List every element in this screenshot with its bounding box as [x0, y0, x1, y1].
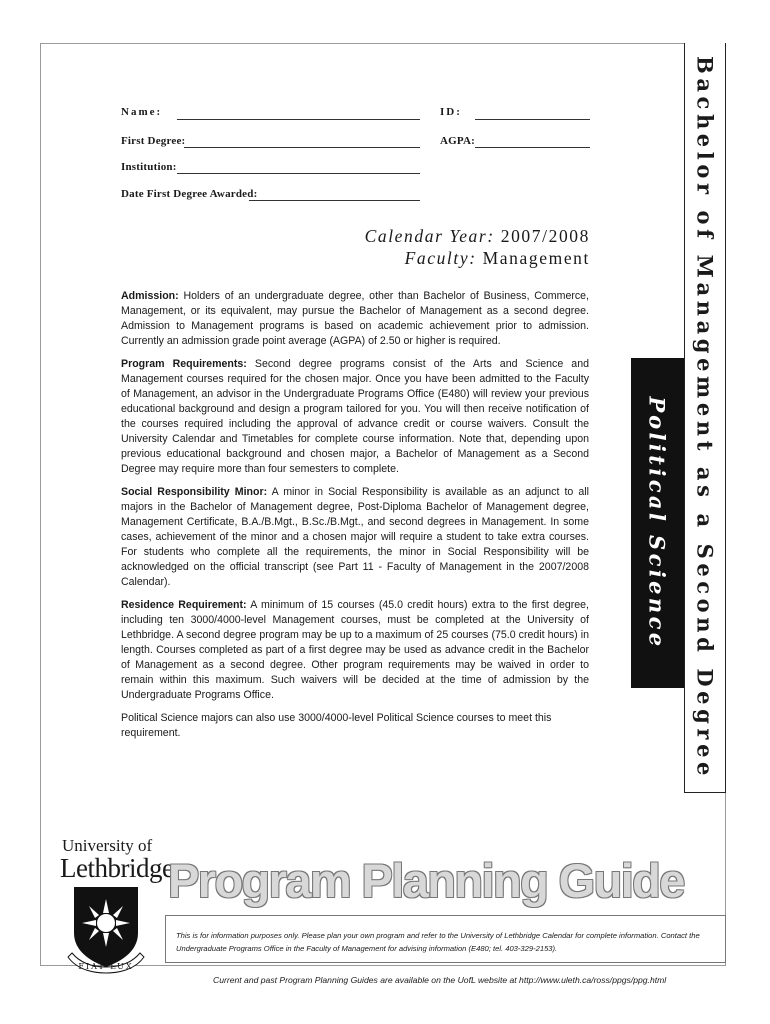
- program-body: [121, 289, 589, 749]
- agpa-label: AGPA:: [440, 135, 476, 147]
- admission-title: Admission:: [121, 290, 179, 302]
- date-awarded-label: Date First Degree Awarded:: [121, 188, 258, 200]
- faculty-value: Management: [482, 248, 590, 268]
- faculty-label: Faculty:: [404, 248, 477, 268]
- admission-section: [121, 289, 589, 349]
- program-requirements-title: Program Requirements:: [121, 358, 247, 370]
- social-minor-section: [121, 485, 589, 590]
- disclaimer-text: This is for information purposes only. Please plan your own program and refer to the University of Lethbridge Calendar for complete information. Contact the Undergraduate Programs Office in the Faculty of Management for advising information (E480; tel. 403-329-2153).: [176, 931, 700, 953]
- institution-label: Institution:: [121, 161, 177, 173]
- program-title: Bachelor of Management as a Second Degree: [692, 56, 718, 780]
- date-awarded-field[interactable]: [249, 200, 420, 201]
- program-requirements-text: Second degree programs consist of the Arts and Science and Management courses required for the chosen major. Once you have been admitted to the Faculty of Management, an advisor in the Undergraduate Programs Office (E480) will review your previous educational background and design a program tailored for you. You will then receive notification of the courses required including the approval of advance credit or course waivers. Consult the University Calendar and Timetables for complete course information. Note that, depending upon previous educational background and chosen major, a Bachelor of Management as a Second Degree may require more than four semesters to complete.: [121, 358, 589, 475]
- calendar-year: [365, 226, 590, 247]
- major-note: Political Science majors can also use 3000/4000-level Political Science courses to meet this requirement.: [121, 712, 552, 739]
- footer-note: Current and past Program Planning Guides are available on the UofL website at http://www.uleth.ca/ross/ppgs/ppg.html: [213, 975, 667, 985]
- first-degree-label: First Degree:: [121, 135, 186, 147]
- logo-lethbridge: Lethbridge: [60, 853, 174, 883]
- residence-title: Residence Requirement:: [121, 599, 247, 611]
- faculty: [405, 248, 590, 269]
- name-label: Name:: [121, 106, 163, 118]
- institution-field[interactable]: [177, 173, 420, 174]
- admission-text: Holders of an undergraduate degree, other than Bachelor of Business, Commerce, Management, or its equivalent, may pursue the Bachelor of Management as a second degree. Admission to Management programs is based on academic achievement prior to admission. Currently an admission grade point average (AGPA) of 2.50 or higher is required.: [121, 290, 590, 347]
- guide-title: Program Planning Guide: [168, 854, 684, 907]
- calendar-year-label: Calendar Year:: [364, 226, 495, 246]
- social-minor-text: A minor in Social Responsibility is available as an adjunct to all majors in the Bachelor of Management degree, Post-Diploma Bachelor of Management degree, Management Certificate, B.A./B.Mgt., B.Sc./B.Mgt., and second degrees in Management. In some cases, achievement of the minor and a chosen major will require a student to take extra courses. For students who complete all the requirements, the minor in Social Responsibility will be acknowledged on the official transcript (see Part 11 - Faculty of Management in the 2007/2008 Calendar).: [121, 486, 589, 588]
- calendar-year-value: 2007/2008: [500, 226, 590, 246]
- first-degree-field[interactable]: [184, 147, 420, 148]
- university-crest-icon: [66, 885, 150, 975]
- residence-text: A minimum of 15 courses (45.0 credit hours) extra to the first degree, including ten 3000/4000-level Management courses, must be completed at the University of Lethbridge. A second degree program may be up to a maximum of 25 courses (75.0 credit hours) in length. Courses completed as part of a first degree may be used as advance credit in the Bachelor of Management as a second degree. Other program requirements may be waived in order to remain within this maximum. Such waivers will be decided at the time of admission by the Undergraduate Programs Office.: [121, 599, 590, 701]
- residence-section: [121, 598, 589, 703]
- social-minor-title: Social Responsibility Minor:: [121, 486, 268, 498]
- id-field[interactable]: [475, 119, 590, 120]
- agpa-field[interactable]: [475, 147, 590, 148]
- logo-university-of: University of: [62, 836, 153, 855]
- id-label: ID:: [440, 106, 462, 118]
- name-field[interactable]: [177, 119, 420, 120]
- program-requirements-section: [121, 357, 589, 477]
- logo-motto: FIAT LUX: [78, 962, 134, 971]
- major-title: Political Science: [644, 396, 670, 650]
